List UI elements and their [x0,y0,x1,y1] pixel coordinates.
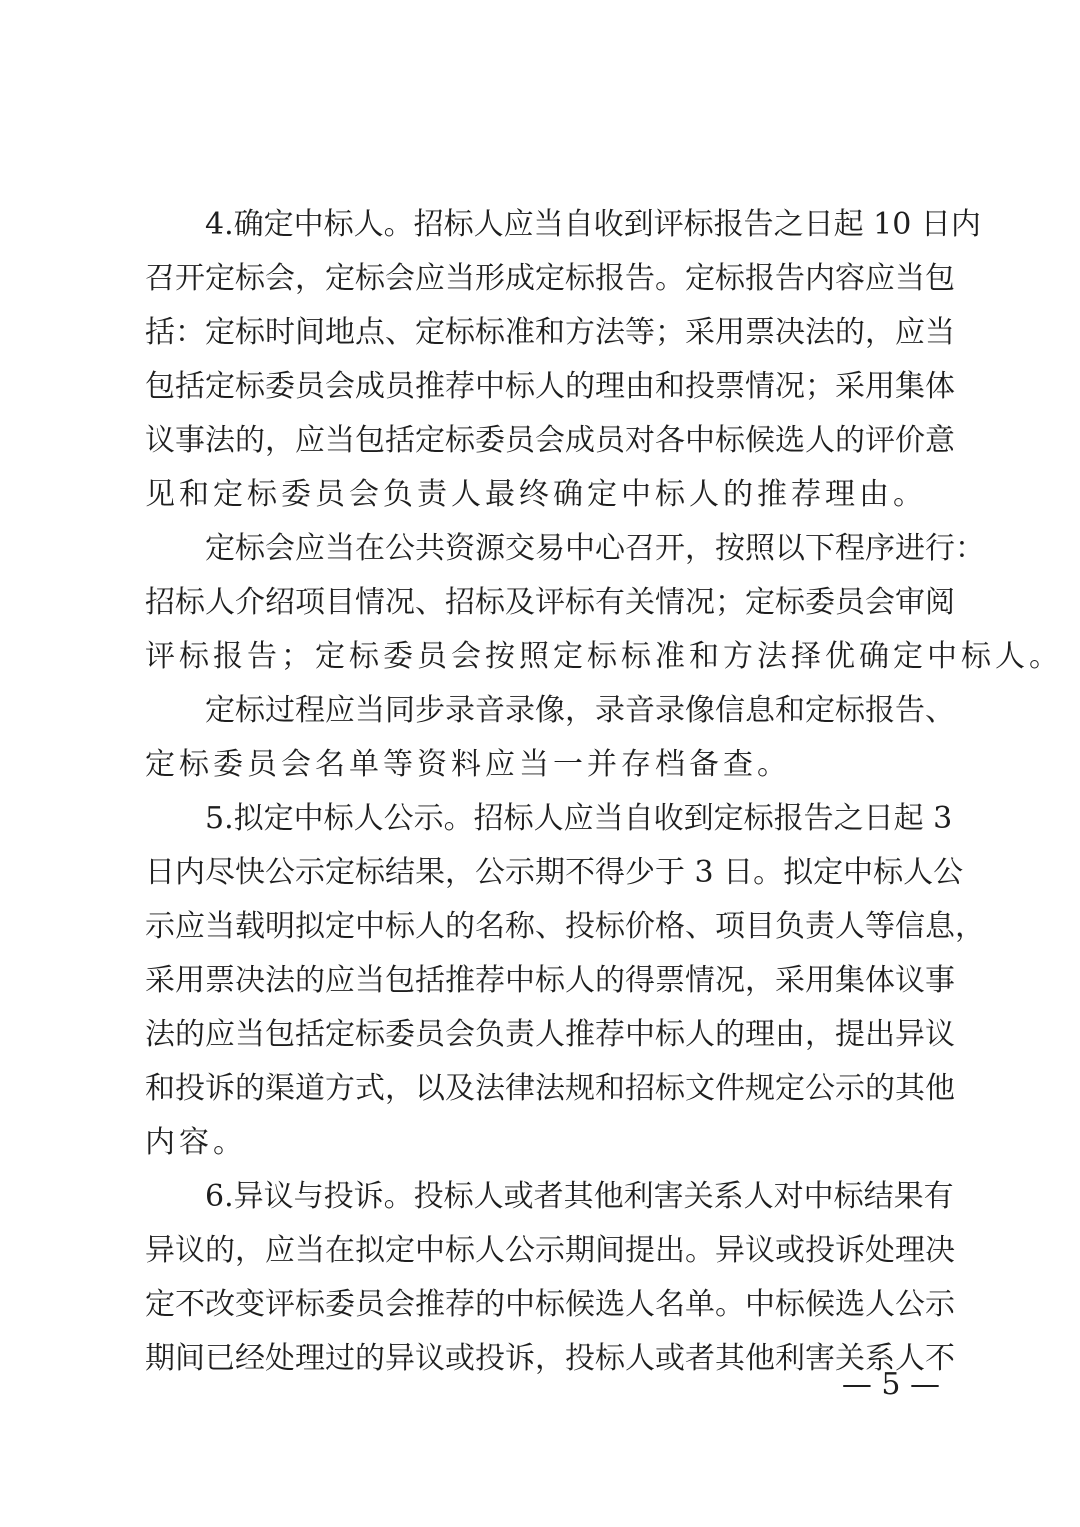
text-line: 括：定标时间地点、定标标准和方法等；采用票决法的，应当 [145,315,955,350]
text-line: 包括定标委员会成员推荐中标人的理由和投票情况；采用集体 [145,369,955,404]
text-line: 4.确定中标人。招标人应当自收到评标报告之日起 10 日内 [205,207,981,242]
text-line: 示应当载明拟定中标人的名称、投标价格、项目负责人等信息， [145,909,985,944]
text-line: 法的应当包括定标委员会负责人推荐中标人的理由，提出异议 [145,1017,955,1052]
text-line: 定标委员会名单等资料应当一并存档备查。 [145,747,791,782]
text-line: 见和定标委员会负责人最终确定中标人的推荐理由。 [145,477,927,512]
text-line: 召开定标会，定标会应当形成定标报告。定标报告内容应当包 [145,261,955,296]
text-line: 定标会应当在公共资源交易中心召开，按照以下程序进行： [205,531,985,566]
page-number: — 5 — [841,1367,940,1402]
text-line: 内容。 [145,1125,247,1160]
body-text [145,198,1063,1386]
text-line: 和投诉的渠道方式，以及法律法规和招标文件规定公示的其他 [145,1071,955,1106]
text-line: 5.拟定中标人公示。招标人应当自收到定标报告之日起 3 [205,801,953,836]
text-line: 定不改变评标委员会推荐的中标候选人名单。中标候选人公示 [145,1287,955,1322]
text-line: 议事法的，应当包括定标委员会成员对各中标候选人的评价意 [145,423,955,458]
text-line: 采用票决法的应当包括推荐中标人的得票情况，采用集体议事 [145,963,955,998]
text-line: 定标过程应当同步录音录像，录音录像信息和定标报告、 [205,693,955,728]
text-line: 6.异议与投诉。投标人或者其他利害关系人对中标结果有 [205,1179,954,1214]
text-line: 异议的，应当在拟定中标人公示期间提出。异议或投诉处理决 [145,1233,955,1268]
text-line: 日内尽快公示定标结果，公示期不得少于 3 日。拟定中标人公 [145,855,964,890]
text-line: 评标报告；定标委员会按照定标标准和方法择优确定中标人。 [145,639,1063,674]
text-line: 期间已经处理过的异议或投诉，投标人或者其他利害关系人不 [145,1341,955,1376]
text-line: 招标人介绍项目情况、招标及评标有关情况；定标委员会审阅 [145,585,955,620]
